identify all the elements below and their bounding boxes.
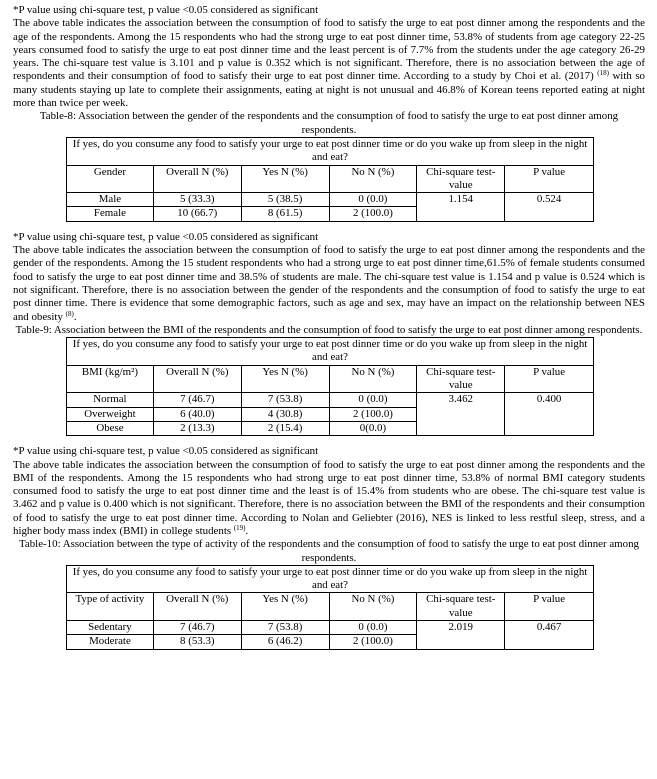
table-header-row bbox=[67, 365, 594, 393]
table-header-row bbox=[67, 593, 594, 621]
table-cell: 0 (0.0) bbox=[329, 621, 417, 635]
p-value: 0.524 bbox=[505, 193, 594, 222]
citation-reference: (8) bbox=[65, 309, 74, 318]
table-cell: 7 (53.8) bbox=[241, 393, 329, 407]
column-header: BMI (kg/m²) bbox=[67, 365, 154, 393]
table-cell: 6 (40.0) bbox=[153, 407, 241, 421]
table-cell: 2 (15.4) bbox=[241, 421, 329, 435]
table-question: If yes, do you consume any food to satisfy your urge to eat post dinner time or do you wake up from sleep in the night and eat? bbox=[67, 565, 594, 593]
column-header: Overall N (%) bbox=[153, 593, 241, 621]
significance-note: *P value using chi-square test, p value <0.05 considered as significant bbox=[13, 4, 319, 16]
table-cell: 5 (33.3) bbox=[153, 193, 241, 207]
citation-reference: (19) bbox=[233, 523, 246, 532]
body-paragraph bbox=[13, 17, 645, 110]
table-header-row bbox=[67, 165, 594, 193]
column-header: P value bbox=[505, 593, 594, 621]
paragraph-text: The above table indicates the association between the consumption of food to satisfy the urge to eat post dinner among the respondents and the age of the respondents. Among the 15 respondents who had the strong urge to eat post dinner time, 53.8% of students from age category 22-25 years consumed food to satisfy the urge to eat post dinner time and the least percent is of 7.7% from the students under the age category 26-29 years. The chi-square test value is 3.101 and p value is 0.352 which is not significant. Therefore, there is no association between the age of respondents and their consumption of food to satisfy their urge to eat post dinner time. According to a study by Choi et al. (2017) bbox=[13, 17, 645, 83]
citation-reference: (18) bbox=[597, 69, 609, 78]
table-cell: Moderate bbox=[67, 635, 154, 649]
table-caption: Table-8: Association between the gender of the respondents and the consumption of food to satisfy the urge to eat post dinner among respondents. bbox=[39, 110, 619, 136]
table-cell: 2 (100.0) bbox=[329, 635, 417, 649]
table-question-row bbox=[67, 565, 594, 593]
column-header: No N (%) bbox=[329, 165, 417, 193]
chi-square-value: 2.019 bbox=[417, 621, 505, 650]
column-header: Overall N (%) bbox=[153, 365, 241, 393]
table-cell: 10 (66.7) bbox=[153, 207, 241, 221]
table-question-row bbox=[67, 137, 594, 165]
column-header: P value bbox=[505, 365, 594, 393]
table-cell: 8 (61.5) bbox=[241, 207, 329, 221]
paragraph-text: . bbox=[73, 310, 77, 323]
column-header: Type of activity bbox=[67, 593, 154, 621]
table-cell: 7 (46.7) bbox=[153, 393, 241, 407]
table-question: If yes, do you consume any food to satisfy your urge to eat post dinner time or do you wake up from sleep in the night and eat? bbox=[67, 338, 594, 366]
column-header: Chi-square test-value bbox=[417, 593, 505, 621]
column-header: P value bbox=[505, 165, 594, 193]
p-value: 0.467 bbox=[505, 621, 594, 650]
table-cell: 7 (53.8) bbox=[241, 621, 329, 635]
table-cell: 7 (46.7) bbox=[153, 621, 241, 635]
table-cell: 2 (100.0) bbox=[329, 407, 417, 421]
document-page bbox=[13, 4, 645, 650]
table-cell: 4 (30.8) bbox=[241, 407, 329, 421]
body-paragraph bbox=[13, 459, 645, 539]
table-row bbox=[67, 193, 594, 207]
column-header: Yes N (%) bbox=[241, 365, 329, 393]
data-table bbox=[66, 565, 594, 650]
table-cell: Overweight bbox=[67, 407, 154, 421]
table-caption: Table-9: Association between the BMI of the respondents and the consumption of food to satisfy the urge to eat post dinner among respondents. bbox=[15, 323, 643, 336]
paragraph-text: . bbox=[245, 524, 249, 537]
body-paragraph bbox=[13, 244, 645, 324]
table-caption: Table-10: Association between the type of activity of the respondents and the consumption of food to satisfy the urge to eat post dinner among respondents. bbox=[19, 538, 639, 564]
table-cell: Normal bbox=[67, 393, 154, 407]
table-cell: 0 (0.0) bbox=[329, 393, 417, 407]
column-header: Chi-square test-value bbox=[417, 165, 505, 193]
table-cell: 0(0.0) bbox=[329, 421, 417, 435]
table-row bbox=[67, 393, 594, 407]
p-value: 0.400 bbox=[505, 393, 594, 436]
table-question: If yes, do you consume any food to satisfy your urge to eat post dinner time or do you wake up from sleep in the night and eat? bbox=[67, 137, 594, 165]
table-cell: Male bbox=[67, 193, 154, 207]
significance-note: *P value using chi-square test, p value <0.05 considered as significant bbox=[13, 230, 319, 243]
table-cell: 8 (53.3) bbox=[153, 635, 241, 649]
section-gap bbox=[13, 222, 645, 231]
table-question-row bbox=[67, 338, 594, 366]
paragraph-text: The above table indicates the association between the consumption of food to satisfy the urge to eat post dinner among the respondents and the gender of the respondents. Among the 15 student respondents who had a strong urge to eat post dinner time,61.5% of female students consumed food to satisfy the urge to eat post dinner time and 38.5% of students are male. The chi-square test value is 1.154 and p value is 0.524 which is not significant. Therefore, there is no association between the gender of the respondents and the consumption of food to satisfy the urge to eat post dinner time. There is evidence that some demographic factors, such as age and sex, may have an impact on the relationship between NES and obesity bbox=[13, 244, 645, 323]
chi-square-value: 3.462 bbox=[417, 393, 505, 436]
column-header: Overall N (%) bbox=[153, 165, 241, 193]
paragraph-text: The above table indicates the association between the consumption of food to satisfy the urge to eat post dinner among the respondents and the BMI of the respondents. Among the 15 respondents who had strong urge to eat post dinner time, 53.8% of normal BMI category students consumed food to satisfy the urge to eat post dinner time and the least is of 15.4% from students who are obese. The chi-square test value is 3.462 and p value is 0.400 which is not significant. Therefore, there is no association between the BMI of the respondents and their consumption of food to satisfy the urge to eat post dinner time. According to Nolan and Geliebter (2016), NES is linked to less restful sleep, stress, and a higher body mass index (BMI) in college students bbox=[13, 458, 645, 537]
chi-square-value: 1.154 bbox=[417, 193, 505, 222]
table-cell: Obese bbox=[67, 421, 154, 435]
column-header: Yes N (%) bbox=[241, 593, 329, 621]
column-header: Gender bbox=[67, 165, 154, 193]
table-cell: 5 (38.5) bbox=[241, 193, 329, 207]
data-table bbox=[66, 137, 594, 222]
data-table bbox=[66, 337, 594, 436]
table-row bbox=[67, 621, 594, 635]
paragraph-text: with so many students staying up late to complete their assignments, eating at night is not unusual and 46.8% of Korean teens reported eating at night more than twice per week. bbox=[13, 70, 645, 110]
table-cell: 0 (0.0) bbox=[329, 193, 417, 207]
significance-note: *P value using chi-square test, p value <0.05 considered as significant bbox=[13, 445, 319, 458]
table-cell: 2 (13.3) bbox=[153, 421, 241, 435]
section-gap bbox=[13, 436, 645, 445]
column-header: Chi-square test-value bbox=[417, 365, 505, 393]
table-cell: 6 (46.2) bbox=[241, 635, 329, 649]
table-cell: 2 (100.0) bbox=[329, 207, 417, 221]
column-header: No N (%) bbox=[329, 593, 417, 621]
column-header: Yes N (%) bbox=[241, 165, 329, 193]
table-cell: Female bbox=[67, 207, 154, 221]
column-header: No N (%) bbox=[329, 365, 417, 393]
table-cell: Sedentary bbox=[67, 621, 154, 635]
